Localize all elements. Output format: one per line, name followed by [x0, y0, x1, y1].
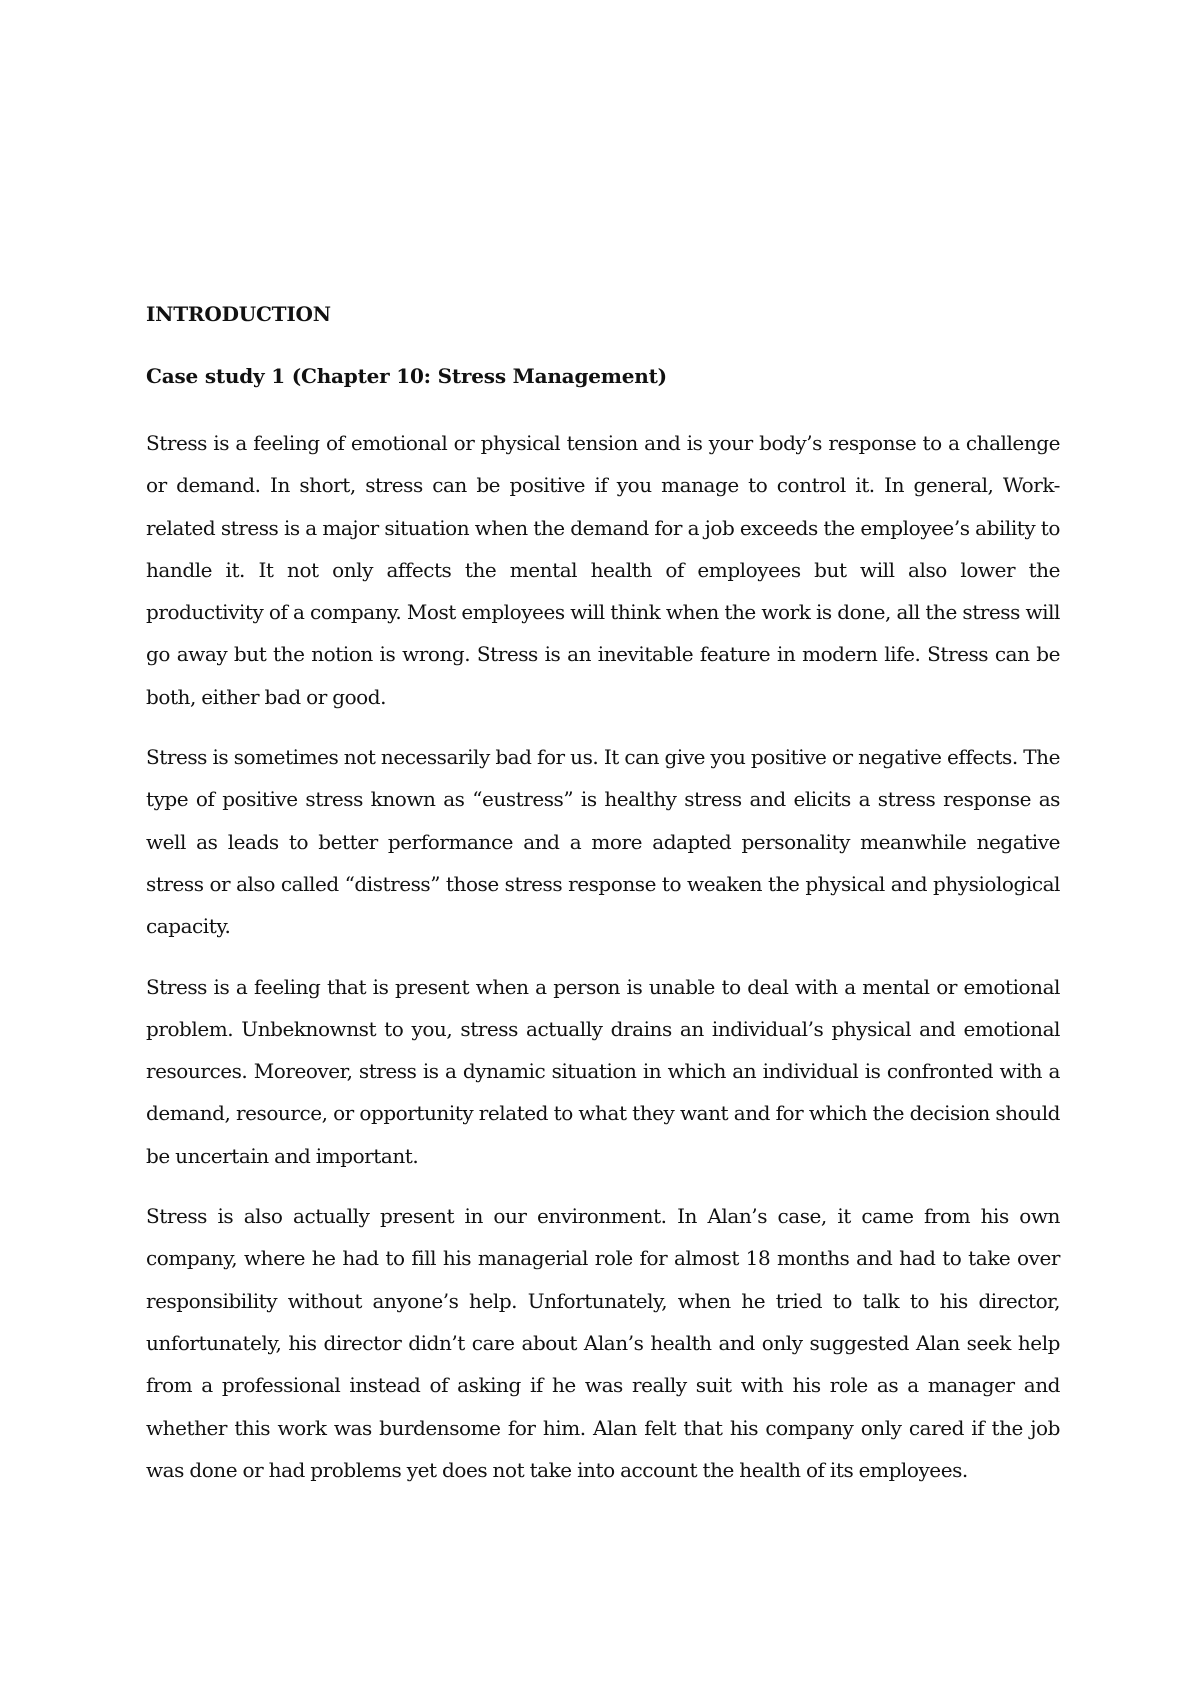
paragraph-2: Stress is sometimes not necessarily bad for us. It can give you positive or negative effects. The type of positive stress known as “eustress” is healthy stress and elicits a stress response as well as leads to better performance and a more adapted personality meanwhile negative stress or also called “distress” those stress response to weaken the physical and physiological capacity.: [146, 745, 1060, 939]
paragraph-1: Stress is a feeling of emotional or physical tension and is your body’s response to a challenge or demand. In short, stress can be positive if you manage to control it. In general, Work-related stress is a major situation when the demand for a job exceeds the employee’s ability to handle it. It not only affects the mental health of employees but will also lower the productivity of a company. Most employees will think when the work is done, all the stress will go away but the notion is wrong. Stress is an inevitable feature in modern life. Stress can be both, either bad or good.: [146, 431, 1060, 709]
paragraph-3: Stress is a feeling that is present when a person is unable to deal with a mental or emotional problem. Unbeknownst to you, stress actually drains an individual’s physical and emotional resources. Moreover, stress is a dynamic situation in which an individual is confronted with a demand, resource, or opportunity related to what they want and for which the decision should be uncertain and important.: [146, 974, 1060, 1168]
paragraph-4: Stress is also actually present in our environment. In Alan’s case, it came from his own company, where he had to fill his managerial role for almost 18 months and had to take over responsibility without anyone’s help. Unfortunately, when he tried to talk to his director, unfortunately, his director didn’t care about Alan’s health and only suggested Alan seek help from a professional instead of asking if he was really suit with his role as a manager and whether this work was burdensome for him. Alan felt that his company only cared if the job was done or had problems yet does not take into account the health of its employees.: [146, 1204, 1060, 1482]
case-study-title: Case study 1 (Chapter 10: Stress Management): [146, 364, 667, 388]
document-page: [146, 300, 1060, 1509]
section-heading: INTRODUCTION: [146, 302, 331, 326]
